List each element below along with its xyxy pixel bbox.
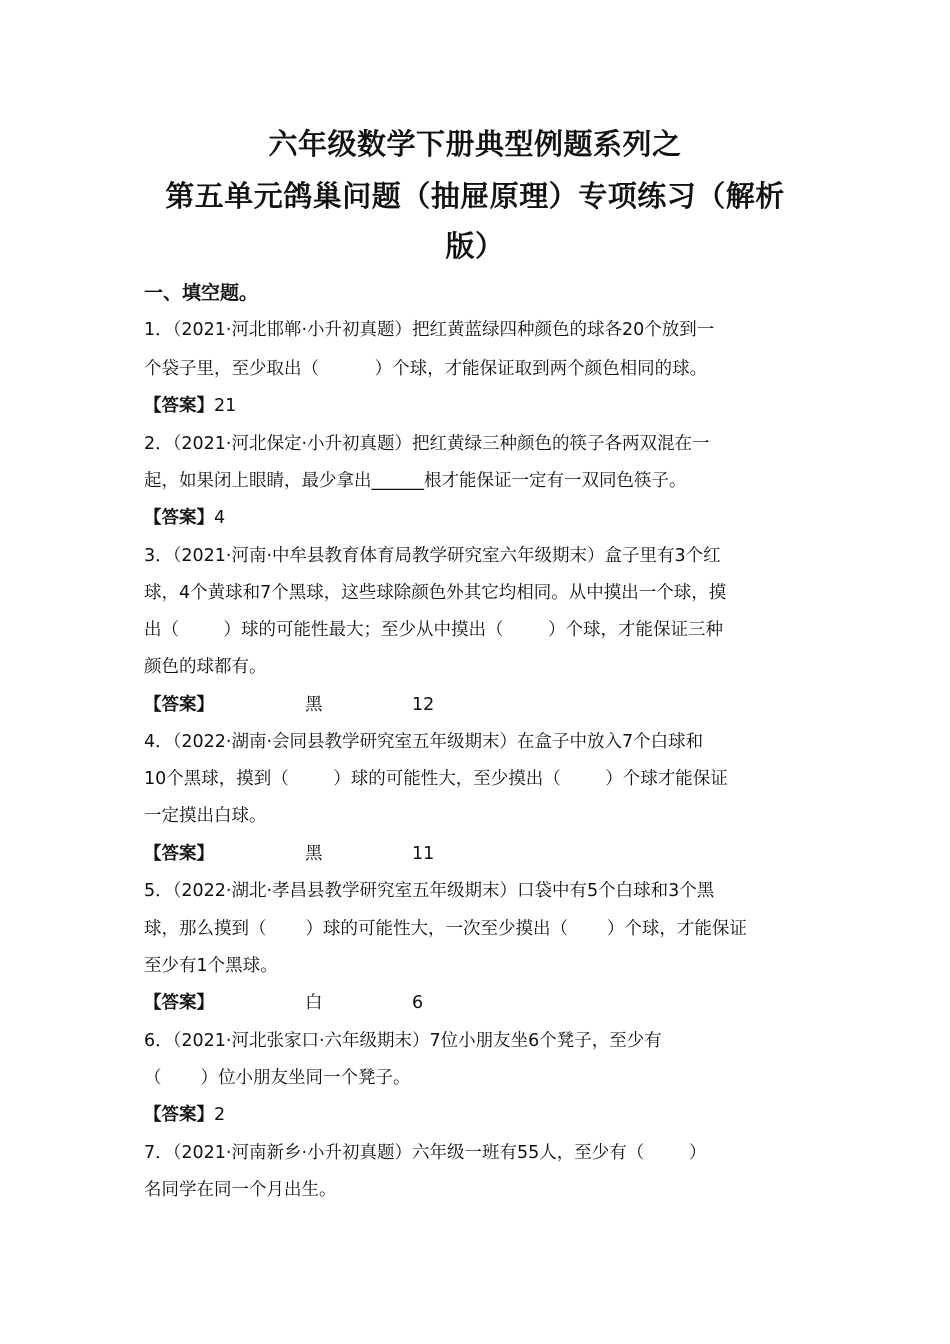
answer-label: 【答案】 xyxy=(144,695,214,715)
answer-label: 【答案】 xyxy=(144,993,214,1013)
doc-title-line-2: 第五单元鸽巢问题（抽屉原理）专项练习（解析 xyxy=(165,179,785,213)
answer-2-value: 4 xyxy=(214,508,226,528)
question-7-line-1: 7．（2021·河南新乡·小升初真题）六年级一班有55人，至少有（ ） xyxy=(144,1143,707,1163)
answer-5-value-2: 6 xyxy=(412,993,424,1013)
doc-title-line-3: 版） xyxy=(445,229,505,263)
doc-title-line-1: 六年级数学下册典型例题系列之 xyxy=(268,127,682,161)
answer-5 xyxy=(144,995,214,1013)
answer-6 xyxy=(144,1107,225,1125)
question-3-line-2: 球，4个黄球和7个黑球，这些球除颜色外其它均相同。从中摸出一个球，摸 xyxy=(144,583,727,603)
question-7-line-2: 名同学在同一个月出生。 xyxy=(144,1180,337,1200)
answer-6-value: 2 xyxy=(214,1105,226,1125)
answer-label: 【答案】 xyxy=(144,508,214,528)
question-1-line-2: 个袋子里，至少取出（ ）个球，才能保证取到两个颜色相同的球。 xyxy=(144,359,708,379)
section-heading: 一、填空题。 xyxy=(144,282,259,304)
question-5-line-2: 球，那么摸到（ ）球的可能性大，一次至少摸出（ ）个球，才能保证 xyxy=(144,919,747,939)
answer-1 xyxy=(144,398,236,416)
answer-3-value-2: 12 xyxy=(412,695,435,715)
answer-label: 【答案】 xyxy=(144,396,214,416)
answer-4-value-1: 黑 xyxy=(305,844,323,864)
question-3-line-4: 颜色的球都有。 xyxy=(144,657,267,677)
question-2-line-1: 2．（2021·河北保定·小升初真题）把红黄绿三种颜色的筷子各两双混在一 xyxy=(144,434,710,454)
answer-1-value: 21 xyxy=(214,396,237,416)
answer-4-value-2: 11 xyxy=(412,844,435,864)
question-5-line-3: 至少有1个黑球。 xyxy=(144,956,278,976)
answer-label: 【答案】 xyxy=(144,1105,214,1125)
question-3-line-1: 3．（2021·河南·中牟县教育体育局教学研究室六年级期末）盒子里有3个红 xyxy=(144,546,721,566)
answer-2 xyxy=(144,510,225,528)
question-4-line-1: 4．（2022·湖南·会同县教学研究室五年级期末）在盒子中放入7个白球和 xyxy=(144,732,704,752)
answer-3 xyxy=(144,697,214,715)
answer-label: 【答案】 xyxy=(144,844,214,864)
answer-4 xyxy=(144,846,214,864)
question-6-line-2: （ ）位小朋友坐同一个凳子。 xyxy=(144,1068,411,1088)
question-1-line-1: 1．（2021·河北邯郸·小升初真题）把红黄蓝绿四种颜色的球各20个放到一 xyxy=(144,320,715,340)
question-4-line-2: 10个黑球，摸到（ ）球的可能性大，至少摸出（ ）个球才能保证 xyxy=(144,769,728,789)
question-3-line-3: 出（ ）球的可能性最大；至少从中摸出（ ）个球，才能保证三种 xyxy=(144,620,724,640)
question-2-line-2: 起，如果闭上眼睛，最少拿出______根才能保证一定有一双同色筷子。 xyxy=(144,471,687,491)
question-5-line-1: 5．（2022·湖北·孝昌县教学研究室五年级期末）口袋中有5个白球和3个黑 xyxy=(144,881,715,901)
question-6-line-1: 6．（2021·河北张家口·六年级期末）7位小朋友坐6个凳子，至少有 xyxy=(144,1031,662,1051)
answer-3-value-1: 黑 xyxy=(305,695,323,715)
answer-5-value-1: 白 xyxy=(305,993,323,1013)
question-4-line-3: 一定摸出白球。 xyxy=(144,806,267,826)
